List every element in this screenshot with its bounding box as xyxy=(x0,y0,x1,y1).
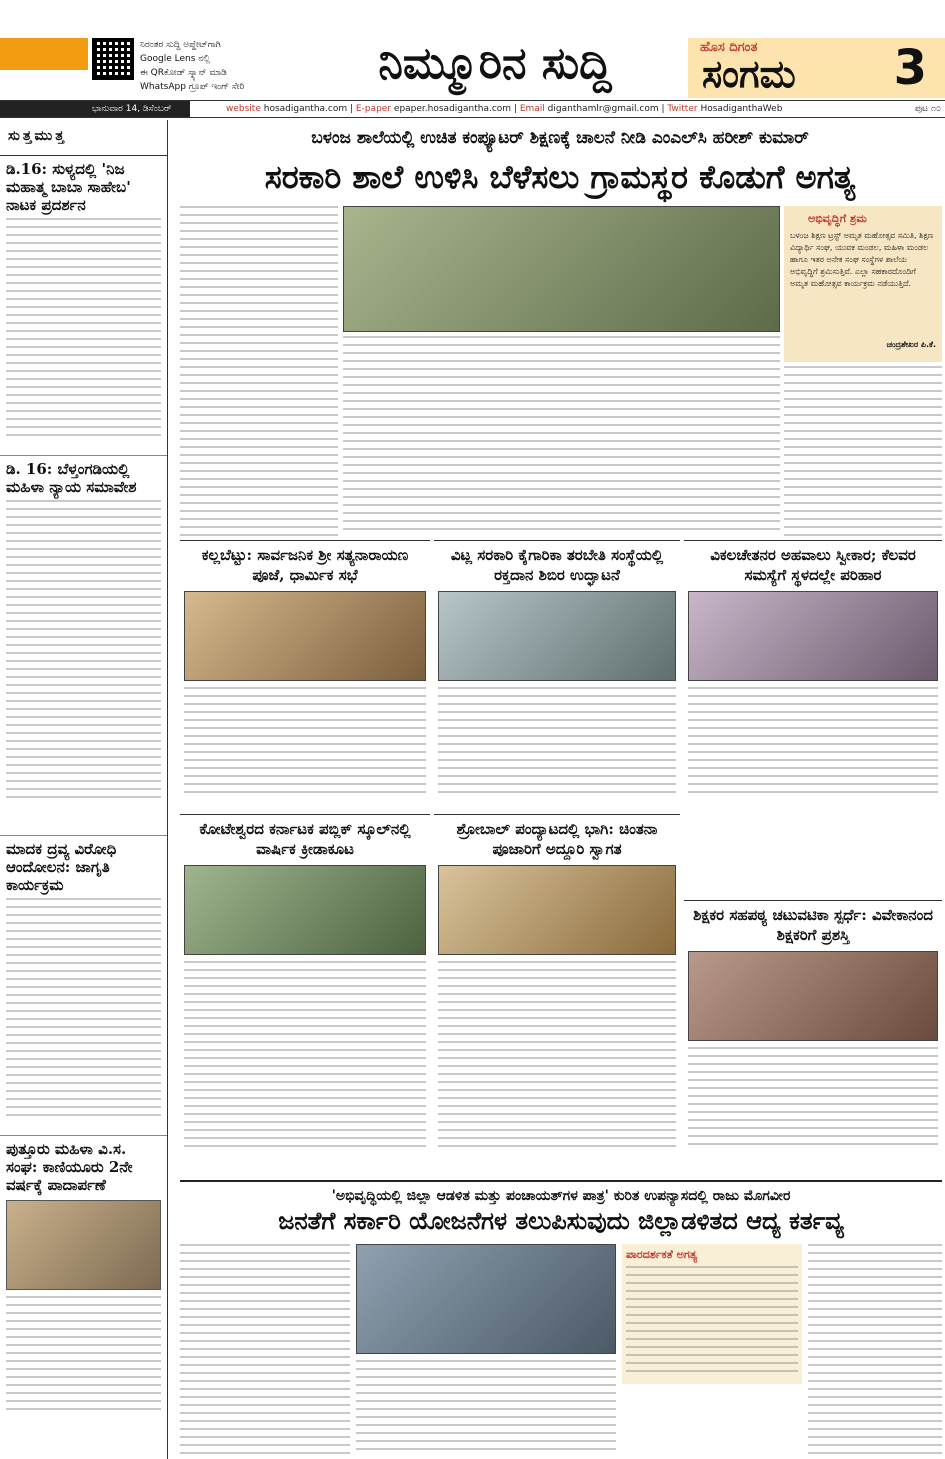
left-story[interactable] xyxy=(0,1136,167,1456)
story-photo xyxy=(184,591,426,681)
orange-accent-bar xyxy=(0,38,88,70)
text-lines xyxy=(438,961,676,1151)
text-lines xyxy=(356,1360,616,1454)
story-photo xyxy=(688,591,938,681)
text-lines xyxy=(184,687,426,797)
story-headline: ಕೋಟೇಶ್ವರದ ಕರ್ನಾಟಕ ಪಬ್ಲಿಕ್ ಸ್ಕೂಲ್‌ನಲ್ಲಿ ವಾರ್ಷಿಕ ಕ್ರೀಡಾಕೂಟ xyxy=(199,820,411,858)
story-photo xyxy=(184,865,426,955)
story-disability-grievances[interactable] xyxy=(684,540,942,810)
qr-note-line: ನಿರಂತರ ಸುದ್ದಿ ಅಪ್ಡೇಟ್‌ಗಾಗಿ xyxy=(140,40,221,50)
website-label: website xyxy=(226,104,261,114)
text-lines xyxy=(784,366,942,536)
bottom-kicker: 'ಅಭಿವೃದ್ಧಿಯಲ್ಲಿ ಜಿಲ್ಲಾ ಆಡಳಿತ ಮತ್ತು ಪಂಚಾಯತ್‌ಗಳ ಪಾತ್ರ' ಕುರಿತ ಉಪನ್ಯಾಸದಲ್ಲಿ ರಾಜು ಮೊಗವೀರ xyxy=(331,1188,791,1204)
story-body xyxy=(6,898,161,1118)
qr-note xyxy=(140,38,340,94)
page-count: ಪುಟ ೧೦ xyxy=(914,104,941,114)
epaper-label: E-paper xyxy=(355,104,392,114)
page-number: 3 xyxy=(893,40,927,96)
lead-photo xyxy=(343,206,780,332)
sidebar-continued xyxy=(784,366,942,536)
bottom-body xyxy=(356,1360,616,1454)
story-headline: ಡಿ.16: ಸುಳ್ಯದಲ್ಲಿ 'ನಿಜ ಮಹಾತ್ಮ ಬಾಬಾ ಸಾಹೇಬ' ನಾಟಕ ಪ್ರದರ್ಶನ xyxy=(6,160,131,214)
bottom-story[interactable] xyxy=(180,1180,942,1459)
lead-body-continued xyxy=(343,336,780,536)
text-lines xyxy=(688,1047,938,1147)
left-story[interactable] xyxy=(0,836,167,1136)
sidebar-heading: ಅಭಿವೃದ್ಧಿಗೆ ಶ್ರಮ xyxy=(808,212,867,225)
info-bar xyxy=(0,100,945,130)
story-headline: ವಿಕಲಚೇತನರ ಅಹವಾಲು ಸ್ವೀಕಾರ; ಕೆಲವರ ಸಮಸ್ಯೆಗೆ ಸ್ಥಳದಲ್ಲೇ ಪರಿಹಾರ xyxy=(710,546,916,584)
issue-date: ಭಾನುವಾರ 14, ಡಿಸೆಂಬರ್ 2025 xyxy=(0,101,190,117)
epaper-link[interactable]: epaper.hosadigantha.com xyxy=(393,104,512,114)
text-lines xyxy=(180,1244,350,1454)
story-teacher-award[interactable] xyxy=(684,900,942,1174)
story-throwball[interactable] xyxy=(434,814,680,1174)
highlight-box xyxy=(622,1244,802,1384)
story-vitla-blood-donation[interactable] xyxy=(434,540,680,810)
qr-note-line: ಈ QRಕೋಡ್ ಸ್ಕ್ಯಾನ್ ಮಾಡಿ xyxy=(140,68,227,78)
lead-headline[interactable]: ಸರಕಾರಿ ಶಾಲೆ ಉಳಿಸಿ ಬೆಳೆಸಲು ಗ್ರಾಮಸ್ಥರ ಕೊಡುಗೆ ಅಗತ್ಯ xyxy=(264,158,856,196)
story-photo xyxy=(6,1200,161,1290)
bottom-photo xyxy=(356,1244,616,1354)
story-photo xyxy=(688,951,938,1041)
lead-kicker: ಬಳಂಜ ಶಾಲೆಯಲ್ಲಿ ಉಚಿತ ಕಂಪ್ಯೂಟರ್ ಶಿಕ್ಷಣಕ್ಕೆ ಚಾಲನೆ ನೀಡಿ ಎಂಎಲ್‌ಸಿ ಹರೀಶ್ ಕುಮಾರ್ xyxy=(311,128,809,148)
website-link[interactable]: hosadigantha.com xyxy=(263,104,348,114)
story-headline: ಮಾದಕ ದ್ರವ್ಯ ವಿರೋಧಿ ಆಂದೋಲನ: ಜಾಗೃತಿ ಕಾರ್ಯಕ್ರಮ xyxy=(6,840,117,894)
text-lines xyxy=(184,961,426,1151)
story-headline: ಡಿ. 16: ಬೆಳ್ತಂಗಡಿಯಲ್ಲಿ ಮಹಿಳಾ ನ್ಯಾಯ ಸಮಾವೇಶ xyxy=(6,460,137,496)
byline: ಚಂದ್ರಶೇಖರ ಪಿ.ಕೆ. xyxy=(886,340,936,349)
masthead xyxy=(0,0,945,102)
text-lines xyxy=(808,1244,942,1454)
text-lines xyxy=(688,687,938,797)
qr-code-icon xyxy=(92,38,134,80)
email-link[interactable]: diganthamlr@gmail.com xyxy=(547,104,659,114)
left-column xyxy=(0,120,168,1459)
twitter-label: Twitter xyxy=(667,104,698,114)
qr-note-line: Google Lens ನಲ್ಲಿ xyxy=(140,54,211,64)
masthead-left xyxy=(0,0,345,102)
text-lines xyxy=(180,206,338,536)
sidebar-box xyxy=(784,206,942,362)
story-body xyxy=(6,218,161,438)
bottom-body xyxy=(180,1244,350,1454)
text-lines xyxy=(343,336,780,536)
left-story[interactable] xyxy=(0,156,167,456)
qr-note-line: WhatsApp ಗ್ರೂಪ್ ಇಂಗ್ ಸೇರಿ xyxy=(140,82,245,92)
lead-body xyxy=(180,206,338,536)
column-label: ಸುತ್ತಮುತ್ತ xyxy=(0,120,167,156)
story-headline: ವಿಟ್ಲ ಸರಕಾರಿ ಕೈಗಾರಿಕಾ ತರಬೇತಿ ಸಂಸ್ಥೆಯಲ್ಲಿ ರಕ್ತದಾನ ಶಿಬಿರ ಉದ್ಘಾಟನೆ xyxy=(450,546,664,584)
story-headline: ಕಲ್ಲಬೆಟ್ಟು: ಸಾರ್ವಜನಿಕ ಶ್ರೀ ಸತ್ಯನಾರಾಯಣ ಪೂಜೆ, ಧಾರ್ಮಿಕ ಸಭೆ xyxy=(201,546,409,584)
twitter-link[interactable]: HosadiganthaWeb xyxy=(700,104,783,114)
highlight-heading: ಪಾರದರ್ಶಕತೆ ಅಗತ್ಯ xyxy=(626,1248,698,1261)
story-headline: ಶಿಕ್ಷಕರ ಸಹಪಠ್ಯ ಚಟುವಟಿಕಾ ಸ್ಪರ್ಧೆ: ವಿವೇಕಾನಂದ ಶಿಕ್ಷಕರಿಗೆ ಪ್ರಶಸ್ತಿ xyxy=(693,906,933,944)
section-title: ನಿಮ್ಮೂರಿನ ಸುದ್ದಿ xyxy=(378,38,612,89)
text-lines xyxy=(438,687,676,797)
brand-big: ಸಂಗಮ xyxy=(702,52,796,96)
story-kallabettu[interactable] xyxy=(180,540,430,810)
story-headline: ಪುತ್ತೂರು ಮಹಿಳಾ ವಿ.ಸ. ಸಂಘ: ಕಾಣಿಯೂರು 2ನೇ ವರ್ಷಕ್ಕೆ ಪಾದಾರ್ಪಣೆ xyxy=(6,1140,133,1194)
bottom-body xyxy=(808,1244,942,1454)
bottom-headline: ಜನತೆಗೆ ಸರ್ಕಾರಿ ಯೋಜನೆಗಳ ತಲುಪಿಸುವುದು ಜಿಲ್ಲಾಡಳಿತದ ಆದ್ಯ ಕರ್ತವ್ಯ xyxy=(278,1206,844,1235)
contact-links: website hosadigantha.com | E-paper epaper.hosadigantha.com | Email diganthamlr@gmail.com | Twitter HosadiganthaWeb xyxy=(226,104,783,114)
story-koteshwara-sports[interactable] xyxy=(180,814,430,1174)
brand-block xyxy=(688,38,945,98)
story-headline: ಶ್ರೋಬಾಲ್ ಪಂದ್ಯಾಟದಲ್ಲಿ ಭಾಗಿ: ಚಿಂತನಾ ಪೂಜಾರಿಗೆ ಅದ್ದೂರಿ ಸ್ವಾಗತ xyxy=(456,820,658,858)
story-body xyxy=(6,1296,161,1416)
story-photo xyxy=(438,865,676,955)
text-lines xyxy=(626,1266,798,1376)
story-body xyxy=(6,500,161,800)
sidebar-text: ಬಳಂಜ ಶಿಕ್ಷಣ ಟ್ರಸ್ಟ್ ಅಮೃತ ಮಹೋತ್ಸವ ಸಮಿತಿ, ಶಿಕ್ಷಣ ವಿದ್ಯಾರ್ಥಿ ಸಂಘ, ಯುವಕ ಮಂಡಲ, ಮಹಿಳಾ ಮಂಡಲ ಹಾಗೂ ಇತರ ಅನೇಕ ಸಂಘ ಸಂಸ್ಥೆಗಳ ಶಾಲೆಯ ಅಭಿವೃದ್ಧಿಗೆ ಶ್ರಮಿಸುತ್ತಿವೆ. ಎಲ್ಲಾ ಸಹಕಾರದೊಂದಿಗೆ ಅಮೃತ ಮಹೋತ್ಸವ ಕಾರ್ಯಕ್ರಮ ನಡೆಯುತ್ತಿದೆ. xyxy=(790,231,934,288)
email-label: Email xyxy=(519,104,545,114)
left-story[interactable] xyxy=(0,456,167,836)
brand-small: ಹೊಸ ದಿಗಂತ xyxy=(700,40,758,55)
story-photo xyxy=(438,591,676,681)
